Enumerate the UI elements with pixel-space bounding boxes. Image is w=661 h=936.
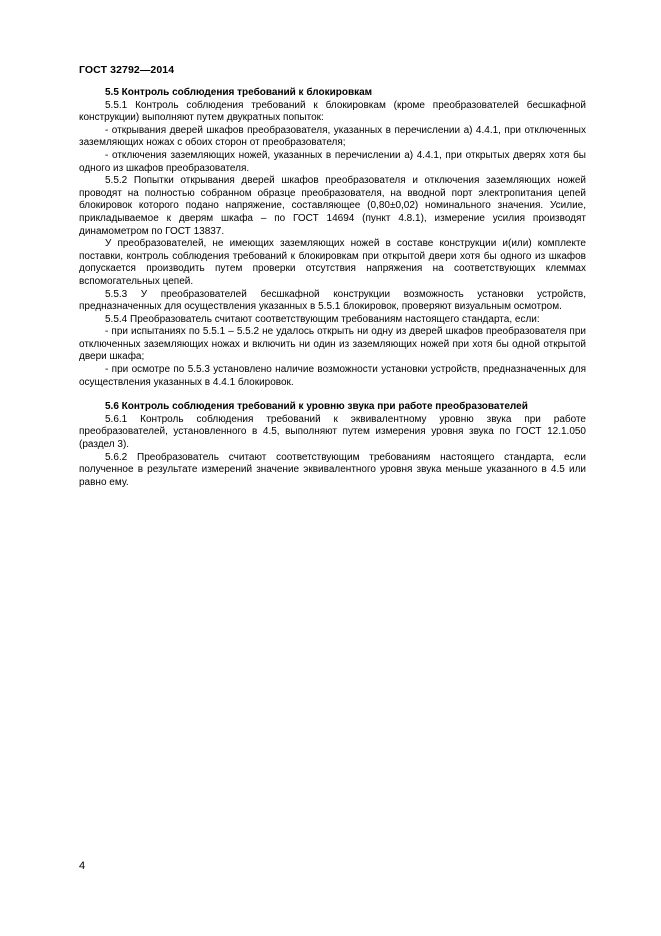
paragraph: 5.5.3 У преобразователей бесшкафной конструкции возможность установки устройств, предназначенных для осуществления указанных в 5.5.1 блокировок, проверяют визуальным осмотром.	[79, 288, 586, 313]
section-heading: 5.5 Контроль соблюдения требований к блокировкам	[105, 87, 373, 98]
document-header: ГОСТ 32792—2014	[79, 64, 175, 76]
document-body	[79, 87, 586, 489]
list-item: - при испытаниях по 5.5.1 – 5.5.2 не удалось открыть ни одну из дверей шкафов преобразователя при отключенных заземляющих ножах и включить ни один из заземляющих ножей при хотя бы одной открытой двери шкафа;	[79, 326, 586, 363]
list-item: - отключения заземляющих ножей, указанных в перечислении а) 4.4.1, при открытых дверях хотя бы одного из шкафов преобразователя.	[79, 149, 586, 174]
paragraph: У преобразователей, не имеющих заземляющих ножей в составе конструкции и(или) комплекте поставки, контроль соблюдения требований к блокировкам при открытой двери хотя бы одного из шкафов допускается производить путем проверки отсутствия напряжения на соответствующих клеммах вспомогательных цепей.	[79, 238, 586, 287]
paragraph: 5.5.2 Попытки открывания дверей шкафов преобразователя и отключения заземляющих ножей проводят на полностью собранном образце преобразователя, на вводной порт электропитания цепей блокировок которого подано напряжение, составляющее (0,80±0,02) номинального значения. Усилие, прикладываемое к дверям шкафа – по ГОСТ 14694 (пункт 4.8.1), измерение усилия производят динамометром по ГОСТ 13837.	[79, 175, 586, 237]
paragraph: 5.5.1 Контроль соблюдения требований к блокировкам (кроме преобразователей бесшкафной конструкции) выполняют путем двукратных попыток:	[79, 99, 586, 124]
paragraph: 5.6.1 Контроль соблюдения требований к эквивалентному уровню звука при работе преобразователей, установленного в 4.5, выполняют путем измерения уровня звука по ГОСТ 12.1.050 (раздел 3).	[79, 413, 586, 451]
list-item: - открывания дверей шкафов преобразователя, указанных в перечислении а) 4.4.1, при отключенных заземляющих ножах с обоих сторон от преобразователя;	[79, 124, 586, 149]
page-number: 4	[79, 860, 86, 872]
section-heading: 5.6 Контроль соблюдения требований к уровню звука при работе преобразователей	[105, 401, 528, 413]
paragraph: 5.5.4 Преобразователь считают соответствующим требованиям настоящего стандарта, если:	[105, 313, 540, 325]
section-spacer	[79, 389, 586, 401]
list-item: - при осмотре по 5.5.3 установлено наличие возможности установки устройств, предназначенных для осуществления указанных в 4.4.1 блокировок.	[79, 364, 586, 388]
paragraph: 5.6.2 Преобразователь считают соответствующим требованиям настоящего стандарта, если полученное в результате измерений значение эквивалентного уровня звука меньше указанного в 4.5 или равно ему.	[79, 451, 586, 488]
